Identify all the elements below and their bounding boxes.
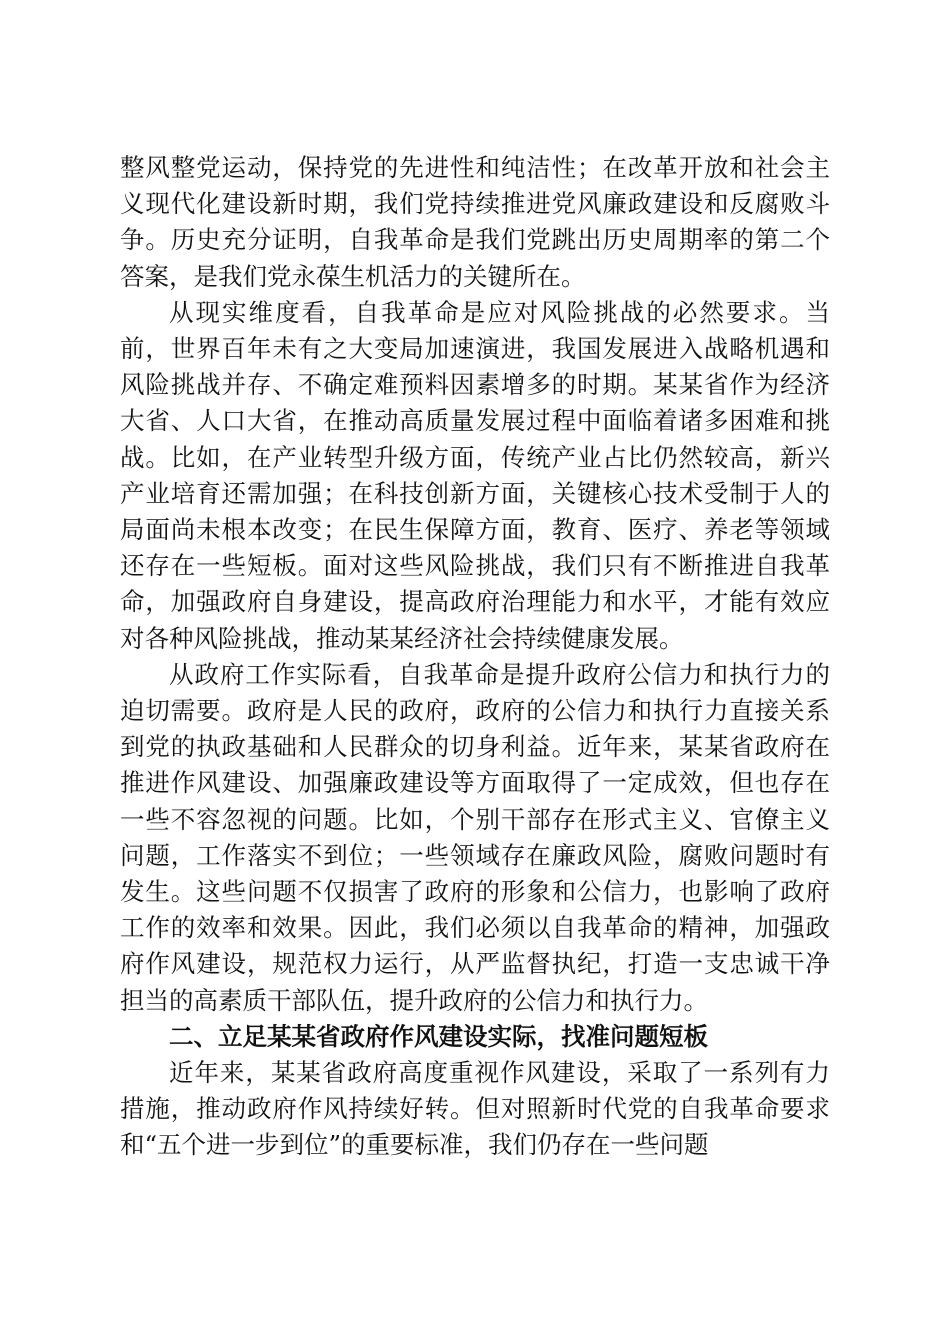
paragraph-continuation: 整风整党运动，保持党的先进性和纯洁性；在改革开放和社会主义现代化建设新时期，我们党持续推进党风廉政建设和反腐败斗争。历史充分证明，自我革命是我们党跳出历史周期率的第二个答案，是我们党永葆生机活力的关键所在。 [120,153,830,291]
paragraph-risk-challenges: 从现实维度看，自我革命是应对风险挑战的必然要求。当前，世界百年未有之大变局加速演进，我国发展进入战略机遇和风险挑战并存、不确定难预料因素增多的时期。某某省作为经济大省、人口大省，在推动高质量发展过程中面临着诸多困难和挑战。比如，在产业转型升级方面，传统产业占比仍然较高，新兴产业培育还需加强；在科技创新方面，关键核心技术受制于人的局面尚未根本改变；在民生保障方面，教育、医疗、养老等领域还存在一些短板。面对这些风险挑战，我们只有不断推进自我革命，加强政府自身建设，提高政府治理能力和水平，才能有效应对各种风险挑战，推动某某经济社会持续健康发展。 [120,297,830,653]
section-heading: 二、立足某某省政府作风建设实际，找准问题短板 [169,1021,708,1051]
paragraph-government-credibility: 从政府工作实际看，自我革命是提升政府公信力和执行力的迫切需要。政府是人民的政府，政府的公信力和执行力直接关系到党的执政基础和人民群众的切身利益。近年来，某某省政府在推进作风建设、加强廉政建设等方面取得了一定成效，但也存在一些不容忽视的问题。比如，个别干部存在形式主义、官僚主义问题，工作落实不到位；一些领域存在廉政风险，腐败问题时有发生。这些问题不仅损害了政府的形象和公信力，也影响了政府工作的效率和效果。因此，我们必须以自我革命的精神，加强政府作风建设，规范权力运行，从严监督执纪，打造一支忠诚干净担当的高素质干部队伍，提升政府的公信力和执行力。 [120,659,830,1015]
paragraph-section-intro: 近年来，某某省政府高度重视作风建设，采取了一系列有力措施，推动政府作风持续好转。但对照新时代党的自我革命要求和“五个进一步到位”的重要标准，我们仍存在一些问题 [120,1058,830,1160]
document-page [120,150,830,1164]
